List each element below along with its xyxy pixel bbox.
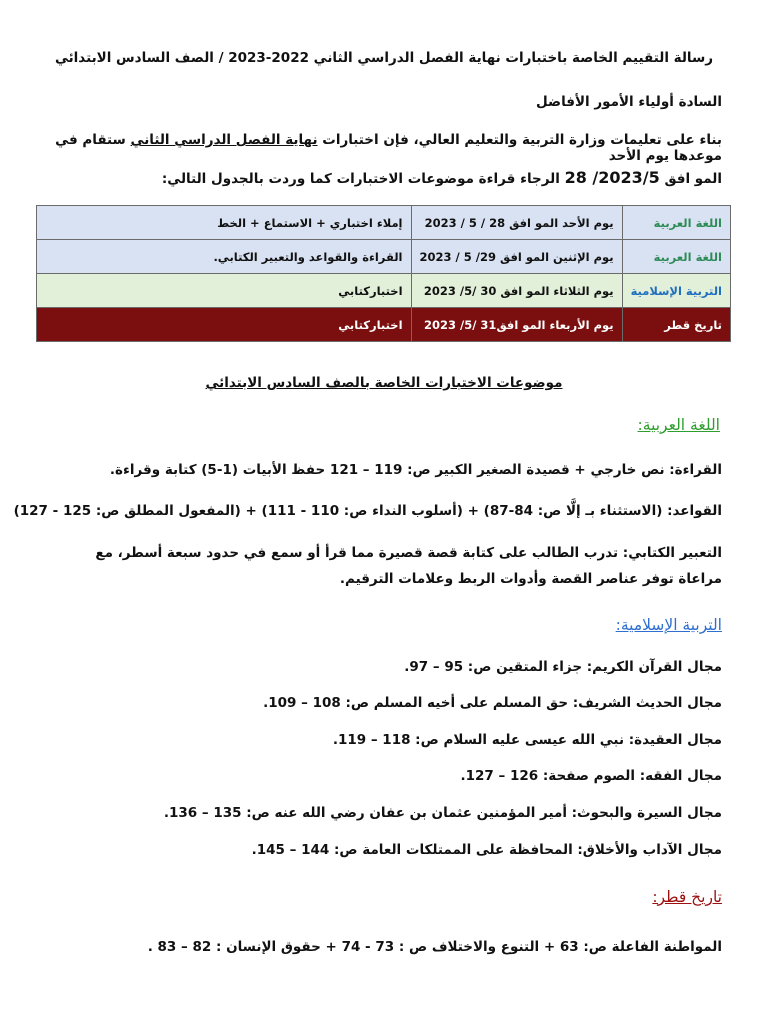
intro-line2-suffix: الرجاء قراءة موضوعات الاختبارات كما وردت بالجدول التالي: (161, 171, 565, 187)
exam-schedule-table (36, 205, 731, 342)
intro-date: 28 /2023/5 (564, 168, 660, 187)
content-cell: إملاء اختباري + الاستماع + الخط (37, 206, 412, 240)
arabic-reading: القراءة: نص خارجي + قصيدة الصغير الكبير ص: 119 – 121 حفظ الأبيات (1-5) كتابة وقراءة. (109, 462, 722, 478)
islamic-item: مجال الآداب والأخلاق: المحافظة على الممتلكات العامة ص: 144 – 145. (251, 842, 722, 858)
islamic-item: مجال الحديث الشريف: حق المسلم على أخيه المسلم ص: 108 – 109. (263, 695, 722, 711)
islamic-item: مجال القرآن الكريم: جزاء المتقين ص: 95 – 97. (404, 659, 722, 675)
arabic-grammar: القواعد: (الاستثناء بـ إلَّا ص: 84-87) + (أسلوب النداء ص: 110 - 111) + (المفعول المطلق ص: 125 - 127) (13, 503, 722, 519)
islamic-section-heading: التربية الإسلامية: (615, 616, 722, 634)
table-row (37, 308, 731, 342)
islamic-item: مجال العقيدة: نبي الله عيسى عليه السلام ص: 118 – 119. (332, 732, 722, 748)
intro-part-2: ستقام في موعدها يوم الأحد (55, 132, 722, 164)
islamic-item: مجال السيرة والبحوث: أمير المؤمنين عثمان بن عفان رضي الله عنه ص: 135 – 136. (163, 805, 722, 821)
content-cell: اختباركتابي (37, 308, 412, 342)
intro-line-1 (54, 132, 722, 164)
qatar-section-heading: تاريخ قطر: (652, 888, 722, 906)
greeting: السادة أولياء الأمور الأفاضل (535, 94, 722, 110)
subject-cell: التربية الإسلامية (622, 274, 730, 308)
subject-cell: تاريخ قطر (622, 308, 730, 342)
arabic-writing: التعبير الكتابي: تدرب الطالب على كتابة قصة قصيرة مما قرأ أو سمع في حدود سبعة أسطر، مع مراعاة توفر عناصر القصة وأدوات الربط وعلامات الترقيم. (95, 545, 722, 587)
subject-cell: اللغة العربية (622, 240, 730, 274)
content-cell: القراءة والقواعد والتعبير الكتابي. (37, 240, 412, 274)
content-cell: اختباركتابي (37, 274, 412, 308)
day-cell: يوم الإثنين المو افق 29/ 5 / 2023 (411, 240, 622, 274)
table-row (37, 206, 731, 240)
intro-part-1: بناء على تعليمات وزارة التربية والتعليم العالي، فإن اختبارات (317, 132, 722, 148)
intro-line-2 (162, 168, 722, 187)
table-row (37, 274, 731, 308)
islamic-item: مجال الفقه: الصوم صفحة: 126 – 127. (460, 768, 722, 784)
subject-cell: اللغة العربية (622, 206, 730, 240)
qatar-topics: المواطنة الفاعلة ص: 63 + التنوع والاختلاف ص : 73 - 74 + حقوق الإنسان : 82 – 83 . (147, 939, 722, 955)
intro-underlined: نهاية الفصل الدراسي الثاني (130, 132, 318, 148)
topics-heading: موضوعات الاختبارات الخاصة بالصف السادس الابتدائي (205, 375, 563, 391)
day-cell: يوم الأربعاء المو افق31 /5/ 2023 (411, 308, 622, 342)
day-cell: يوم الثلاثاء المو افق 30 /5/ 2023 (411, 274, 622, 308)
table-row (37, 240, 731, 274)
letter-title: رسالة التقييم الخاصة باختبارات نهاية الفصل الدراسي الثاني 2022-2023 / الصف السادس الابتدائي (54, 50, 714, 66)
day-cell: يوم الأحد المو افق 28 / 5 / 2023 (411, 206, 622, 240)
intro-line2-prefix: المو افق (659, 171, 722, 187)
arabic-section-heading: اللغة العربية: (637, 416, 720, 434)
